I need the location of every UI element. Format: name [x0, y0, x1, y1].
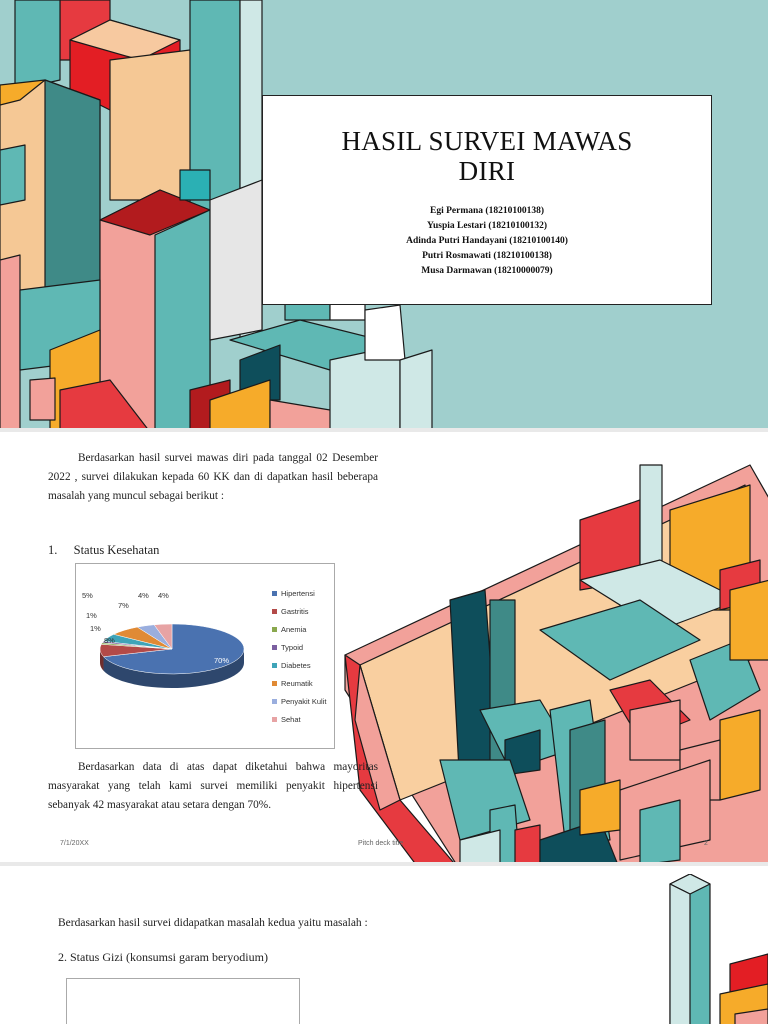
- pie-label-sehat: 4%: [158, 591, 169, 600]
- legend-item: [272, 638, 326, 656]
- slide3-intro: Berdasarkan hasil survei didapatkan masalah kedua yaitu masalah :: [58, 917, 368, 929]
- author-item: Egi Permana (18210100138): [430, 206, 544, 216]
- isometric-tower-illustration: [630, 874, 768, 1024]
- legend-item: [272, 584, 326, 602]
- title-box: [262, 95, 712, 305]
- legend-swatch: [272, 609, 277, 614]
- footer-page-number: 2: [704, 840, 708, 847]
- footer-title: Pitch deck title: [358, 840, 404, 847]
- legend-label: Diabetes: [281, 660, 311, 670]
- pie-label-anemia: 1%: [90, 624, 101, 633]
- title-slide: [0, 0, 768, 432]
- footer-date: 7/1/20XX: [60, 840, 89, 847]
- pie-chart-box: [75, 563, 335, 749]
- legend-label: Reumatik: [281, 678, 313, 688]
- title-line-2: DIRI: [458, 156, 516, 186]
- legend-item: [272, 692, 326, 710]
- legend-label: Penyakit Kulit: [281, 696, 327, 706]
- legend-swatch: [272, 717, 277, 722]
- section-heading: [48, 543, 159, 558]
- content-slide-2: [0, 432, 768, 866]
- legend-item: [272, 710, 326, 728]
- content-slide-3: [0, 866, 768, 1024]
- intro-paragraph: [48, 449, 378, 506]
- pie-label-reumatik: 7%: [118, 601, 129, 610]
- chart-legend: [272, 584, 326, 728]
- legend-label: Gastritis: [281, 606, 309, 616]
- legend-swatch: [272, 591, 277, 596]
- legend-item: [272, 602, 326, 620]
- heading-number: 1.: [48, 543, 58, 557]
- pie-label-penyakit-kulit: 4%: [138, 591, 149, 600]
- conclusion-paragraph: [48, 758, 378, 815]
- legend-swatch: [272, 627, 277, 632]
- legend-swatch: [272, 699, 277, 704]
- isometric-city-illustration: [340, 460, 768, 866]
- legend-item: [272, 656, 326, 674]
- slide3-heading: 2. Status Gizi (konsumsi garam beryodium): [58, 950, 268, 964]
- legend-swatch: [272, 663, 277, 668]
- heading-text: Status Kesehatan: [73, 543, 160, 557]
- pie-chart-box-2: [66, 978, 300, 1024]
- intro-text: Berdasarkan hasil survei mawas diri pada tanggal 02 Desember 2022 , survei dilakukan kepada 60 KK dan di dapatkan hasil beberapa masalah yang muncul sebagai berikut :: [48, 452, 378, 502]
- legend-swatch: [272, 681, 277, 686]
- legend-swatch: [272, 645, 277, 650]
- legend-item: [272, 620, 326, 638]
- legend-label: Typoid: [281, 642, 304, 652]
- legend-label: Hipertensi: [281, 588, 315, 598]
- author-list: [263, 204, 711, 279]
- author-item: Adinda Putri Handayani (18210100140): [406, 236, 568, 246]
- presentation-title: [263, 126, 711, 186]
- author-item: Putri Rosmawati (18210100138): [422, 251, 552, 261]
- pie-chart-2-partial: [67, 979, 300, 1024]
- title-line-1: HASIL SURVEI MAWAS: [341, 126, 633, 156]
- author-item: Yuspia Lestari (18210100132): [427, 221, 547, 231]
- pie-label-typoid: 1%: [86, 611, 97, 620]
- legend-label: Sehat: [281, 714, 301, 724]
- legend-item: [272, 674, 326, 692]
- pie-label-diabetes: 5%: [82, 591, 93, 600]
- pie-label-gastritis: 8%: [104, 636, 115, 645]
- author-item: Musa Darmawan (18210000079): [421, 266, 553, 276]
- pie-label-hipertensi: 70%: [214, 656, 230, 665]
- conclusion-text: Berdasarkan data di atas dapat diketahui bahwa mayoritas masyarakat yang telah kami survei memiliki penyakit hipertensi sebanyak 42 masyarakat atau setara dengan 70%.: [48, 761, 378, 811]
- legend-label: Anemia: [281, 624, 307, 634]
